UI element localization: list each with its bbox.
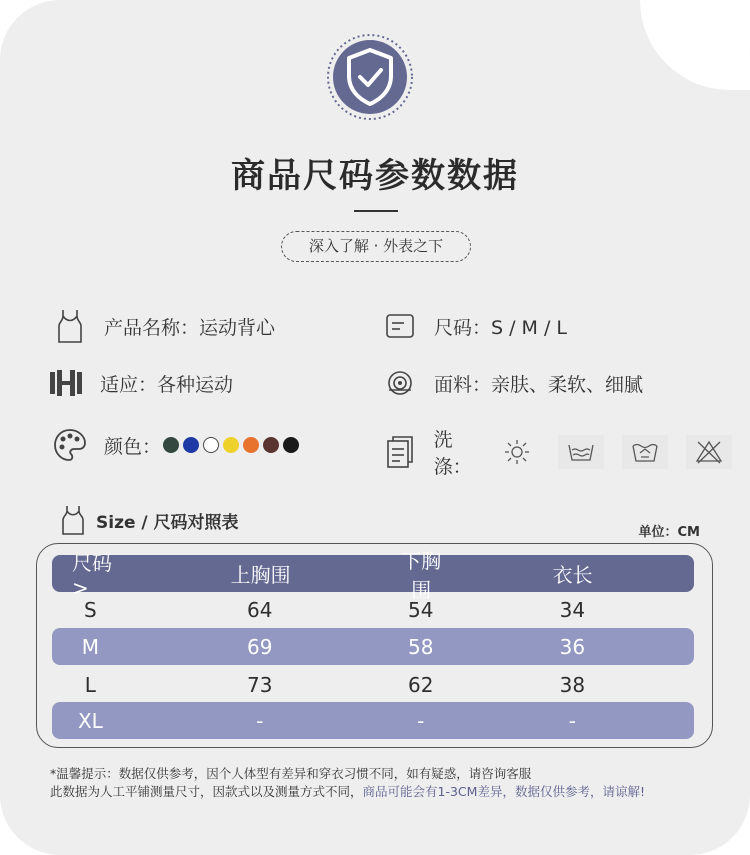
table-cell: 62 <box>408 672 434 697</box>
color-swatch <box>283 437 299 453</box>
table-row <box>52 628 694 665</box>
color-swatch <box>243 437 259 453</box>
size-section-title: Size / 尺码对照表 <box>96 512 239 533</box>
color-label: 颜色： <box>104 435 162 458</box>
table-row <box>52 702 694 739</box>
size-tag-icon <box>380 306 420 346</box>
color-swatches <box>163 437 303 453</box>
color-swatch <box>223 437 239 453</box>
table-cell: 54 <box>408 597 434 622</box>
info-product-name <box>50 306 275 346</box>
corner-cut <box>640 0 750 90</box>
note-line-2 <box>50 782 645 800</box>
fit-text: 适应：各种运动 <box>100 373 234 396</box>
info-fit <box>46 363 233 403</box>
machine-wash-icon <box>622 435 668 469</box>
info-fabric <box>380 363 643 403</box>
page-title: 商品尺码参数数据 <box>231 156 519 196</box>
dumbbell-icon <box>46 363 86 403</box>
table-header-cell: 衣长 <box>552 563 593 587</box>
fabric-roll-icon <box>380 363 420 403</box>
info-wash <box>380 425 750 479</box>
color-swatch <box>203 437 219 453</box>
table-cell: - <box>568 708 576 733</box>
table-cell: XL <box>77 708 103 733</box>
subtitle-pill: 深入了解 · 外表之下 <box>281 231 471 262</box>
tank-top-icon <box>50 306 90 346</box>
title-divider <box>354 210 398 212</box>
wash-label: 洗涤： <box>433 429 472 478</box>
table-cell: S <box>84 597 97 622</box>
size-text: 尺码：S / M / L <box>434 316 568 339</box>
fabric-text: 面料：亲肤、柔软、细腻 <box>434 373 644 396</box>
color-swatch <box>263 437 279 453</box>
no-bleach-icon <box>686 435 732 469</box>
table-cell: 64 <box>247 597 273 622</box>
table-cell: 36 <box>559 634 586 659</box>
color-swatch <box>163 437 179 453</box>
note-line-1: *温馨提示：数据仅供参考，因个人体型有差异和穿衣习惯不同，如有疑惑，请咨询客服 <box>50 766 532 781</box>
shield-check-icon <box>325 32 415 122</box>
table-row <box>52 666 694 703</box>
wash-icons <box>494 435 750 469</box>
table-cell: - <box>256 708 264 733</box>
table-cell: L <box>84 672 96 697</box>
table-cell: 34 <box>559 597 586 622</box>
table-cell: M <box>81 634 99 659</box>
size-section-header <box>60 504 239 536</box>
tank-top-icon <box>60 504 86 536</box>
sun-dry-icon <box>494 435 540 469</box>
table-cell: - <box>417 708 425 733</box>
palette-icon <box>50 425 90 465</box>
color-swatch <box>183 437 199 453</box>
table-header-cell: 下胸围 <box>401 548 442 602</box>
table-header-row <box>52 548 694 602</box>
table-header-cell: 上胸围 <box>230 563 291 587</box>
table-cell: 38 <box>559 672 586 697</box>
table-header-cell: 尺码 > <box>72 551 112 600</box>
info-size <box>380 306 567 346</box>
table-cell: 58 <box>408 634 434 659</box>
table-cell: 73 <box>247 672 273 697</box>
table-cell: 69 <box>247 634 273 659</box>
info-color <box>50 425 303 465</box>
note-line-2-text: 此数据为人工平铺测量尺寸，因款式以及测量方式不同， <box>50 784 363 799</box>
hand-wash-icon <box>558 435 604 469</box>
note-line-2-highlight: 商品可能会有1-3CM差异，数据仅供参考，请谅解! <box>362 784 645 799</box>
product-name-text: 产品名称：运动背心 <box>104 316 276 339</box>
unit-label: 单位：CM <box>638 525 700 540</box>
table-row <box>52 591 694 628</box>
document-icon <box>380 432 420 472</box>
